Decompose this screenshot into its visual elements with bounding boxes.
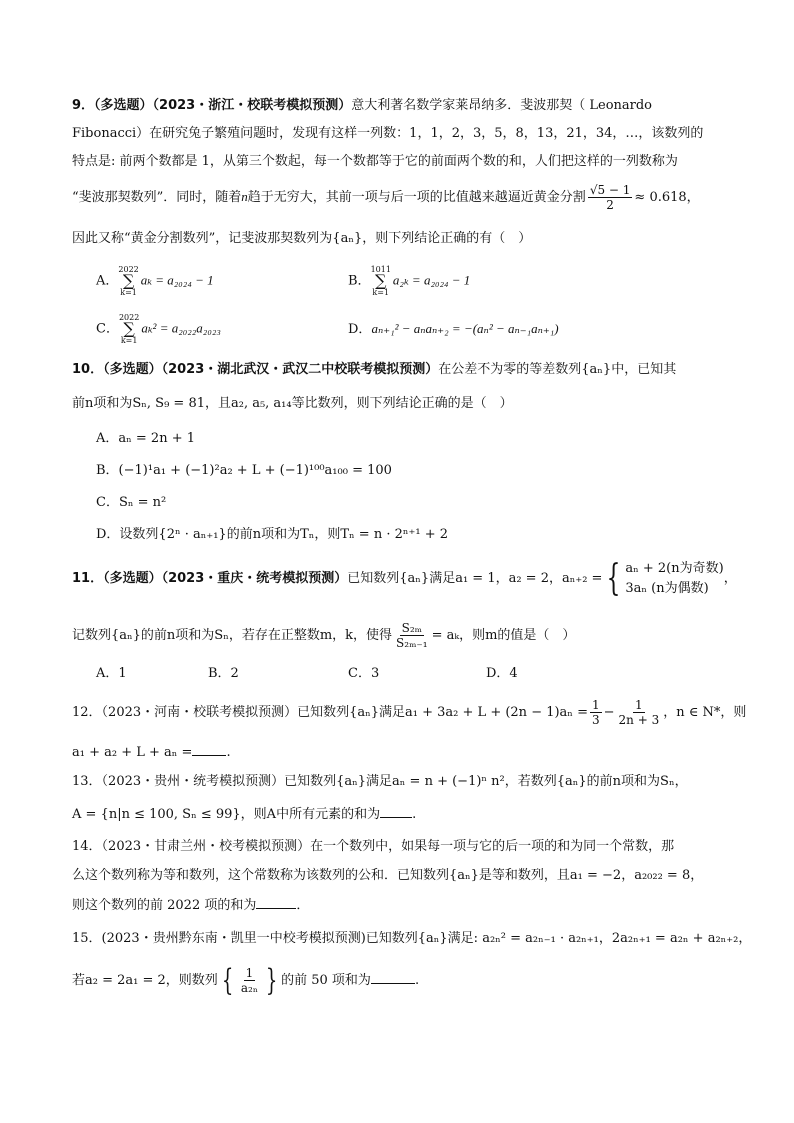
q12-text-2: a₁ + a₂ + L + aₙ =	[72, 745, 193, 760]
sum-upper: 1011	[370, 265, 391, 274]
q14-line-3	[72, 896, 309, 915]
q9-line-2: Fibonacci）在研究兔子繁殖问题时，发现有这样一列数：1，1，2，3，5，8，13，21，34，…，该数列的	[72, 126, 704, 141]
q11-option-d[interactable]: D．4	[486, 666, 518, 681]
option-label: C．	[96, 321, 119, 337]
sum-symbol: 2022 ∑ k=1	[118, 265, 139, 297]
q10-line-1	[72, 361, 676, 379]
q9-option-a[interactable]	[96, 265, 214, 297]
q10-option-c[interactable]: C．Sₙ = n²	[96, 495, 167, 510]
q12-fraction-2: $\frac{1}{2n + 3}$	[618, 698, 660, 727]
q10-option-d[interactable]: D．设数列{2ⁿ · aₙ₊₁}的前n项和为Tₙ，则Tₙ = n · 2ⁿ⁺¹ + 2	[96, 527, 448, 542]
q10-option-b[interactable]: B．(−1)¹a₁ + (−1)²a₂ + L + (−1)¹⁰⁰a₁₀₀ = 100	[96, 463, 392, 478]
q9-option-b[interactable]	[348, 265, 470, 297]
q15-line-2	[72, 961, 419, 1001]
sum-symbol: 1011 ∑ k=1	[370, 265, 391, 297]
option-expr: aₖ = a₂₀₂₄ − 1	[140, 272, 214, 288]
q15-line-1: 15．(2023・贵州黔东南・凯里一中校考模拟预测)已知数列{aₙ}满足: a₂ₙ² = a₂ₙ₋₁ · a₂ₙ₊₁，2a₂ₙ₊₁ = a₂ₙ + a₂ₙ₊₂，	[72, 931, 752, 946]
q9-text-4c: 趋于无穷大，其前一项与后一项的比值越来越逼近黄金分割	[247, 190, 586, 205]
q10-tag: （多选题）（2023・湖北武汉・武汉二中校联考模拟预测）	[103, 362, 439, 377]
q14-text-3: 则这个数列的前 2022 项的和为	[72, 898, 257, 913]
option-expr: aₖ² = a₂₀₂₂a₂₀₂₃	[141, 320, 221, 336]
sum-upper: 2022	[118, 265, 139, 274]
q12-period: .	[226, 745, 231, 760]
q11-number: 11．	[72, 571, 104, 586]
q9-golden-fraction: $\frac{√5 - 1}{2}$	[589, 183, 631, 212]
case-odd: aₙ + 2(n为奇数)	[625, 560, 724, 576]
q10-text-1: 在公差不为零的等差数列{aₙ}中，已知其	[438, 362, 677, 377]
q9-line-3: 特点是: 前两个数都是 1，从第三个数起，每一个数都等于它的前面两个数的和，人们把这样的一列数称为	[72, 154, 678, 169]
q10-line-2: 前n项和为Sₙ, S₉ = 81，且a₂, a₅, a₁₄等比数列，则下列结论正确的是（ ）	[72, 396, 513, 411]
option-expr: a₂ₖ = a₂₀₂₄ − 1	[392, 272, 471, 288]
q12-fraction-1: $\frac{1}{3}$	[591, 698, 600, 727]
sum-lower: k=1	[372, 288, 390, 297]
right-brace: }	[265, 962, 278, 998]
q15-text-2a: 若a₂ = 2a₁ = 2，则数列	[72, 973, 218, 988]
q9-line-5: 因此又称“黄金分割数列”，记斐波那契数列为{aₙ}，则下列结论正确的有（ ）	[72, 231, 532, 246]
q11-option-a[interactable]: A．1	[96, 666, 127, 681]
q9-text-4a: “斐波那契数列”．同时，随着	[72, 190, 242, 205]
q11-text-2a: 记数列{aₙ}的前n项和为Sₙ，若存在正整数m，k，使得	[72, 628, 393, 643]
case-even: 3aₙ (n为偶数)	[625, 580, 709, 596]
answer-blank[interactable]	[371, 971, 415, 984]
q9-number: 9．	[72, 98, 95, 113]
q15-period: .	[414, 973, 420, 988]
q14-line-2: 么这个数列称为等和数列，这个常数称为该数列的公和．已知数列{aₙ}是等和数列，且a₁ = −2，a₂₀₂₂ = 8，	[72, 868, 704, 883]
q13-line-2	[72, 805, 416, 824]
q9-var-n: n	[241, 189, 248, 204]
q9-approx: ≈ 0.618，	[634, 190, 700, 205]
q9-line-1	[72, 97, 652, 115]
q11-text-2b: = aₖ，则m的值是（ ）	[431, 628, 576, 643]
option-label: D．	[348, 322, 372, 337]
q11-option-b[interactable]: B．2	[208, 666, 239, 681]
q11-line-1	[72, 556, 737, 602]
q9-tag: （多选题）（2023・浙江・校联考模拟预测）	[94, 98, 352, 113]
q9-option-d[interactable]	[348, 320, 559, 339]
sum-symbol: 2022 ∑ k=1	[118, 313, 140, 345]
answer-blank[interactable]	[256, 896, 296, 909]
sum-lower: k=1	[120, 288, 137, 297]
q12-text-1: 12．（2023・河南・校联考模拟预测）已知数列{aₙ}满足a₁ + 3a₂ + L + (2n − 1)aₙ =	[72, 705, 588, 720]
q10-option-a[interactable]: A．aₙ = 2n + 1	[96, 431, 195, 446]
q9-text-1: 意大利著名数学家莱昂纳多．斐波那契（ Leonardo	[351, 98, 653, 113]
answer-blank[interactable]	[380, 805, 412, 818]
q11-piecewise	[625, 559, 723, 599]
q11-option-c[interactable]: C．3	[348, 666, 380, 681]
q13-text-2: A = {n|n ≤ 100, Sₙ ≤ 99}，则A中所有元素的和为	[72, 807, 381, 822]
sum-lower: k=1	[120, 336, 138, 345]
q11-line-2	[72, 618, 575, 654]
sum-upper: 2022	[118, 313, 140, 322]
q12-line-2	[72, 743, 231, 762]
q11-tag: （多选题）（2023・重庆・统考模拟预测）	[103, 571, 348, 586]
q11-text-1: 已知数列{aₙ}满足a₁ = 1，a₂ = 2，aₙ₊₂ =	[347, 571, 603, 586]
q12-text-1b: ，n ∈ N*，则	[663, 705, 747, 720]
option-label: A．	[96, 273, 119, 289]
left-brace: {	[221, 962, 234, 998]
q13-period: .	[412, 807, 417, 822]
q15-fraction: $\frac{1}{\text{a₂ₙ}}$	[240, 966, 259, 995]
q9-option-c[interactable]	[96, 313, 221, 345]
q9-line-4	[72, 180, 700, 215]
q11-comma: ，	[723, 571, 737, 586]
option-expr: aₙ₊₁² − aₙaₙ₊₂ = −(aₙ² − aₙ₋₁aₙ₊₁)	[371, 321, 559, 336]
q11-fraction: $\frac{\text{S₂ₘ}}{\text{S₂ₘ₋₁}}$	[396, 621, 428, 650]
q12-line-1	[72, 696, 746, 730]
q14-period: ．	[296, 898, 310, 913]
q14-line-1: 14．（2023・甘肃兰州・校考模拟预测）在一个数列中，如果每一项与它的后一项的和为同一个常数，那	[72, 839, 675, 854]
q13-line-1: 13．（2023・贵州・统考模拟预测）已知数列{aₙ}满足aₙ = n + (−1)ⁿ n²，若数列{aₙ}的前n项和为Sₙ，	[72, 774, 688, 789]
left-brace: {	[607, 557, 621, 599]
q12-minus: −	[603, 705, 615, 720]
answer-blank[interactable]	[192, 743, 226, 756]
q15-text-2b: 的前 50 项和为	[281, 973, 371, 988]
q10-number: 10．	[72, 362, 104, 377]
option-label: B．	[348, 273, 371, 289]
